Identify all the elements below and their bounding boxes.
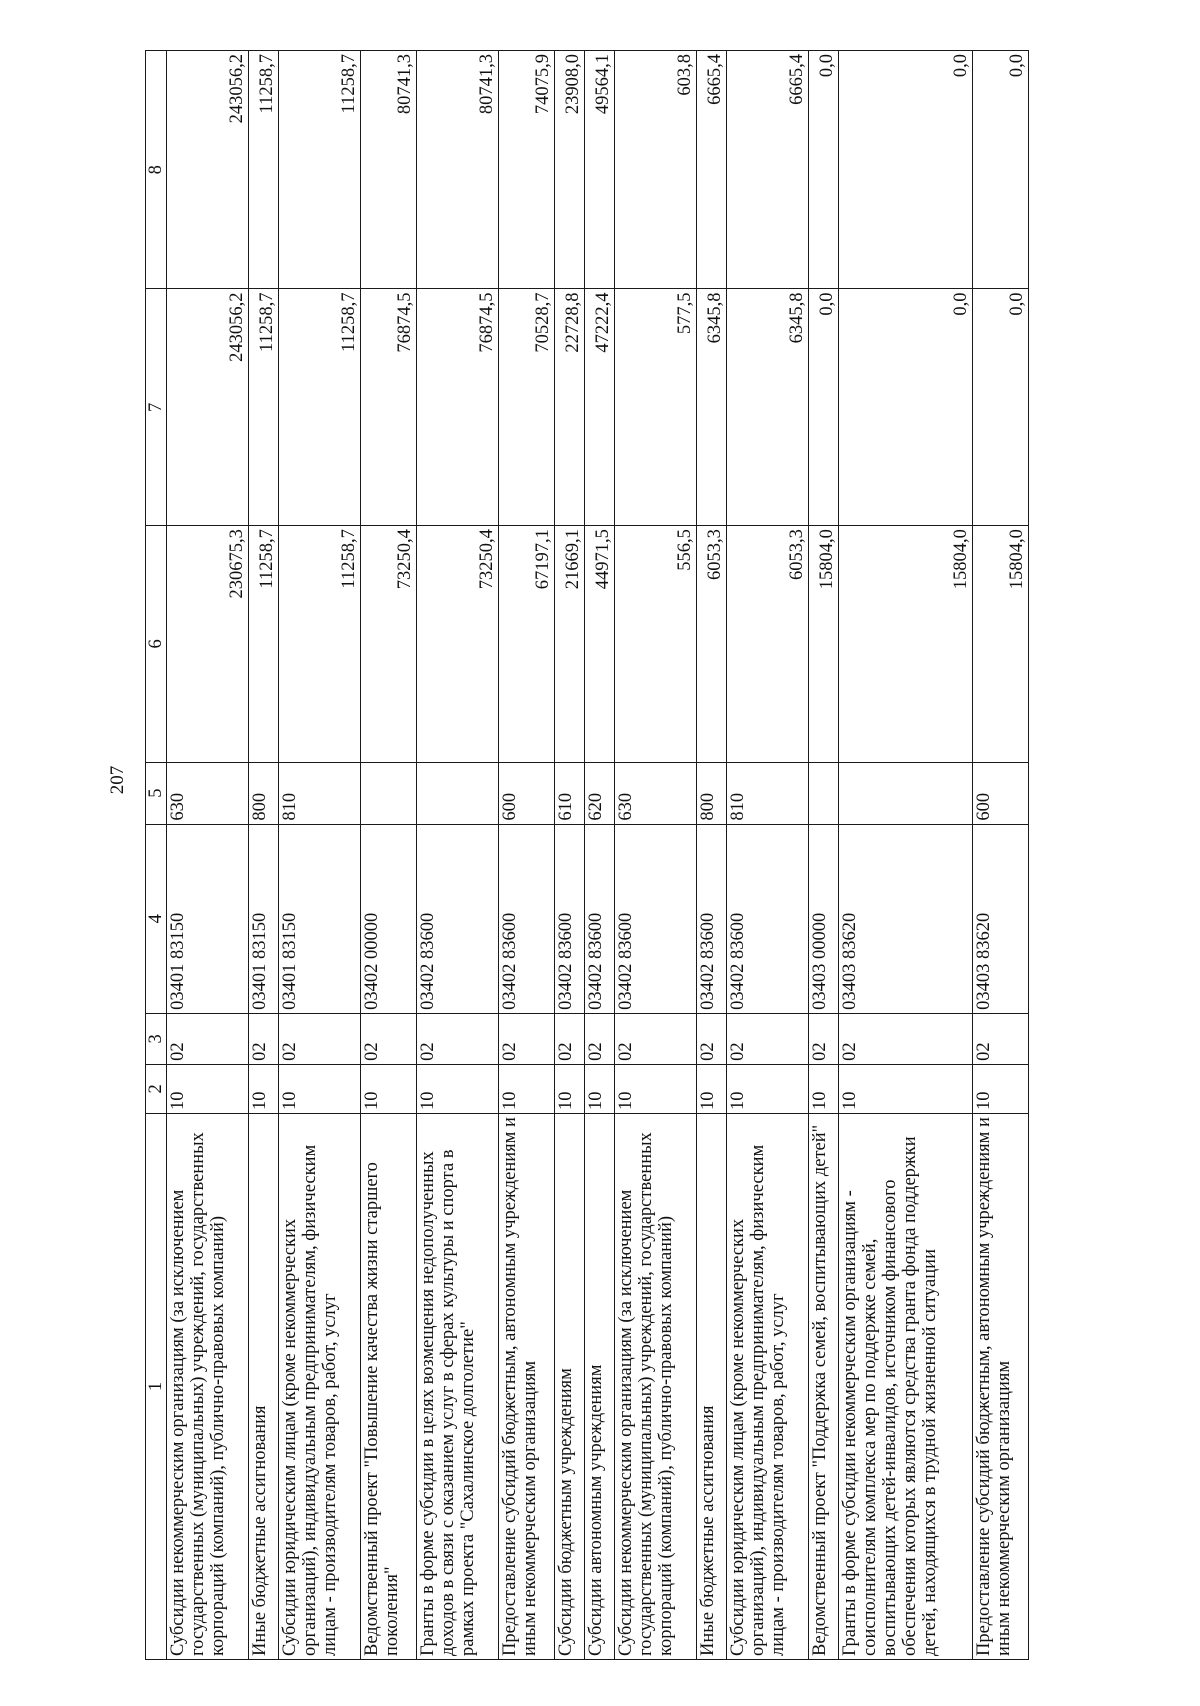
amount-col-7: 76874,5	[416, 289, 498, 526]
column-header-4: 4	[146, 824, 167, 1013]
table-row	[278, 51, 360, 1660]
amount-col-6: 6053,3	[726, 526, 808, 763]
target-article-code: 03402 83600	[555, 824, 585, 1013]
expense-type-code: 810	[278, 762, 360, 824]
expense-type-code: 620	[584, 762, 614, 824]
amount-col-6: 11258,7	[278, 526, 360, 763]
amount-col-8: 0,0	[972, 51, 1028, 290]
row-name: Субсидии юридическим лицам (кроме некоммерческих организаций), индивидуальным предпринимателям, физическим лицам - производителям товаров, работ, услуг	[726, 1113, 808, 1659]
amount-col-8: 11258,7	[278, 51, 360, 290]
expense-type-code	[838, 762, 972, 824]
column-header-1: 1	[146, 1113, 167, 1659]
amount-col-6: 21669,1	[555, 526, 585, 763]
target-article-code: 03402 83600	[499, 824, 555, 1013]
subsection-code: 02	[838, 1013, 972, 1064]
amount-col-8: 6665,4	[696, 51, 726, 290]
table-row	[584, 51, 614, 1660]
amount-col-8: 74075,9	[499, 51, 555, 290]
section-code: 10	[249, 1064, 279, 1113]
target-article-code: 03402 83600	[726, 824, 808, 1013]
section-code: 10	[972, 1064, 1028, 1113]
amount-col-8: 80741,3	[416, 51, 498, 290]
subsection-code: 02	[249, 1013, 279, 1064]
row-name: Субсидии бюджетным учреждениям	[555, 1113, 585, 1659]
table-row	[726, 51, 808, 1660]
amount-col-6: 15804,0	[972, 526, 1028, 763]
row-name: Гранты в форме субсидии в целях возмещения недополученных доходов в связи с оказанием услуг в сферах культуры и спорта в рамках проекта "Сахалинское долголетие"	[416, 1113, 498, 1659]
row-name: Гранты в форме субсидии некоммерческим организациям - соисполнителям комплекса мер по поддержке семей, воспитывающих детей-инвалидов, источником финансового обеспечения которых являются средства гранта фонда поддержки детей, находящихся в трудной жизненной ситуации	[838, 1113, 972, 1659]
amount-col-7: 76874,5	[361, 289, 417, 526]
target-article-code: 03401 83150	[167, 824, 249, 1013]
section-code: 10	[838, 1064, 972, 1113]
subsection-code: 02	[361, 1013, 417, 1064]
expense-type-code: 800	[696, 762, 726, 824]
subsection-code: 02	[555, 1013, 585, 1064]
row-name: Субсидии юридическим лицам (кроме некоммерческих организаций), индивидуальным предпринимателям, физическим лицам - производителям товаров, работ, услуг	[278, 1113, 360, 1659]
expense-type-code	[416, 762, 498, 824]
table-row	[808, 51, 838, 1660]
expense-type-code: 600	[972, 762, 1028, 824]
amount-col-8: 603,8	[614, 51, 696, 290]
amount-col-6: 44971,5	[584, 526, 614, 763]
amount-col-8: 11258,7	[249, 51, 279, 290]
target-article-code: 03402 83600	[416, 824, 498, 1013]
target-article-code: 03403 00000	[808, 824, 838, 1013]
subsection-code: 02	[278, 1013, 360, 1064]
column-header-2: 2	[146, 1064, 167, 1113]
table-body	[167, 51, 1029, 1660]
table-row	[696, 51, 726, 1660]
table-row	[499, 51, 555, 1660]
amount-col-6: 15804,0	[838, 526, 972, 763]
amount-col-7: 47222,4	[584, 289, 614, 526]
amount-col-6: 67197,1	[499, 526, 555, 763]
row-name: Ведомственный проект "Поддержка семей, воспитывающих детей"	[808, 1113, 838, 1659]
expense-type-code: 600	[499, 762, 555, 824]
expense-type-code: 610	[555, 762, 585, 824]
page-number: 207	[107, 765, 128, 795]
amount-col-8: 0,0	[808, 51, 838, 290]
subsection-code: 02	[416, 1013, 498, 1064]
column-header-6: 6	[146, 526, 167, 763]
amount-col-6: 230675,3	[167, 526, 249, 763]
target-article-code: 03401 83150	[249, 824, 279, 1013]
amount-col-6: 556,5	[614, 526, 696, 763]
amount-col-8: 49564,1	[584, 51, 614, 290]
amount-col-6: 73250,4	[361, 526, 417, 763]
section-code: 10	[726, 1064, 808, 1113]
target-article-code: 03401 83150	[278, 824, 360, 1013]
amount-col-7: 0,0	[838, 289, 972, 526]
amount-col-6: 73250,4	[416, 526, 498, 763]
column-header-7: 7	[146, 289, 167, 526]
section-code: 10	[361, 1064, 417, 1113]
expense-type-code: 630	[614, 762, 696, 824]
target-article-code: 03402 83600	[614, 824, 696, 1013]
table-row	[167, 51, 249, 1660]
subsection-code: 02	[614, 1013, 696, 1064]
row-name: Предоставление субсидий бюджетным, автономным учреждениям и иным некоммерческим организациям	[972, 1113, 1028, 1659]
amount-col-6: 6053,3	[696, 526, 726, 763]
table-row	[249, 51, 279, 1660]
expense-type-code: 810	[726, 762, 808, 824]
amount-col-7: 0,0	[808, 289, 838, 526]
amount-col-7: 22728,8	[555, 289, 585, 526]
table-row	[972, 51, 1028, 1660]
row-name: Иные бюджетные ассигнования	[249, 1113, 279, 1659]
target-article-code: 03402 00000	[361, 824, 417, 1013]
expense-type-code	[808, 762, 838, 824]
amount-col-8: 80741,3	[361, 51, 417, 290]
section-code: 10	[584, 1064, 614, 1113]
section-code: 10	[167, 1064, 249, 1113]
budget-table-container	[145, 50, 1029, 1660]
row-name: Предоставление субсидий бюджетным, автономным учреждениям и иным некоммерческим организациям	[499, 1113, 555, 1659]
section-code: 10	[808, 1064, 838, 1113]
target-article-code: 03403 83620	[838, 824, 972, 1013]
section-code: 10	[278, 1064, 360, 1113]
table-row	[614, 51, 696, 1660]
subsection-code: 02	[696, 1013, 726, 1064]
expense-type-code: 800	[249, 762, 279, 824]
column-header-3: 3	[146, 1013, 167, 1064]
column-header-8: 8	[146, 51, 167, 290]
amount-col-7: 70528,7	[499, 289, 555, 526]
amount-col-7: 11258,7	[278, 289, 360, 526]
subsection-code: 02	[167, 1013, 249, 1064]
amount-col-8: 0,0	[838, 51, 972, 290]
budget-table	[145, 50, 1029, 1660]
row-name: Субсидии некоммерческим организациям (за исключением государственных (муниципальных) учреждений, государственных корпораций (компаний), публично-правовых компаний)	[167, 1113, 249, 1659]
row-name: Ведомственный проект "Повышение качества жизни старшего поколения"	[361, 1113, 417, 1659]
section-code: 10	[416, 1064, 498, 1113]
subsection-code: 02	[972, 1013, 1028, 1064]
amount-col-7: 6345,8	[726, 289, 808, 526]
amount-col-7: 6345,8	[696, 289, 726, 526]
amount-col-8: 243056,2	[167, 51, 249, 290]
section-code: 10	[555, 1064, 585, 1113]
column-header-5: 5	[146, 762, 167, 824]
amount-col-8: 6665,4	[726, 51, 808, 290]
subsection-code: 02	[808, 1013, 838, 1064]
table-row	[361, 51, 417, 1660]
target-article-code: 03403 83620	[972, 824, 1028, 1013]
expense-type-code	[361, 762, 417, 824]
amount-col-8: 23908,0	[555, 51, 585, 290]
section-code: 10	[499, 1064, 555, 1113]
target-article-code: 03402 83600	[696, 824, 726, 1013]
row-name: Субсидии некоммерческим организациям (за исключением государственных (муниципальных) учреждений, государственных корпораций (компаний), публично-правовых компаний)	[614, 1113, 696, 1659]
amount-col-6: 15804,0	[808, 526, 838, 763]
row-name: Иные бюджетные ассигнования	[696, 1113, 726, 1659]
amount-col-6: 11258,7	[249, 526, 279, 763]
subsection-code: 02	[726, 1013, 808, 1064]
row-name: Субсидии автономным учреждениям	[584, 1113, 614, 1659]
table-row	[555, 51, 585, 1660]
table-row	[838, 51, 972, 1660]
subsection-code: 02	[499, 1013, 555, 1064]
section-code: 10	[614, 1064, 696, 1113]
amount-col-7: 11258,7	[249, 289, 279, 526]
target-article-code: 03402 83600	[584, 824, 614, 1013]
expense-type-code: 630	[167, 762, 249, 824]
amount-col-7: 0,0	[972, 289, 1028, 526]
amount-col-7: 577,5	[614, 289, 696, 526]
table-row	[416, 51, 498, 1660]
amount-col-7: 243056,2	[167, 289, 249, 526]
section-code: 10	[696, 1064, 726, 1113]
subsection-code: 02	[584, 1013, 614, 1064]
column-number-row	[146, 51, 167, 1660]
